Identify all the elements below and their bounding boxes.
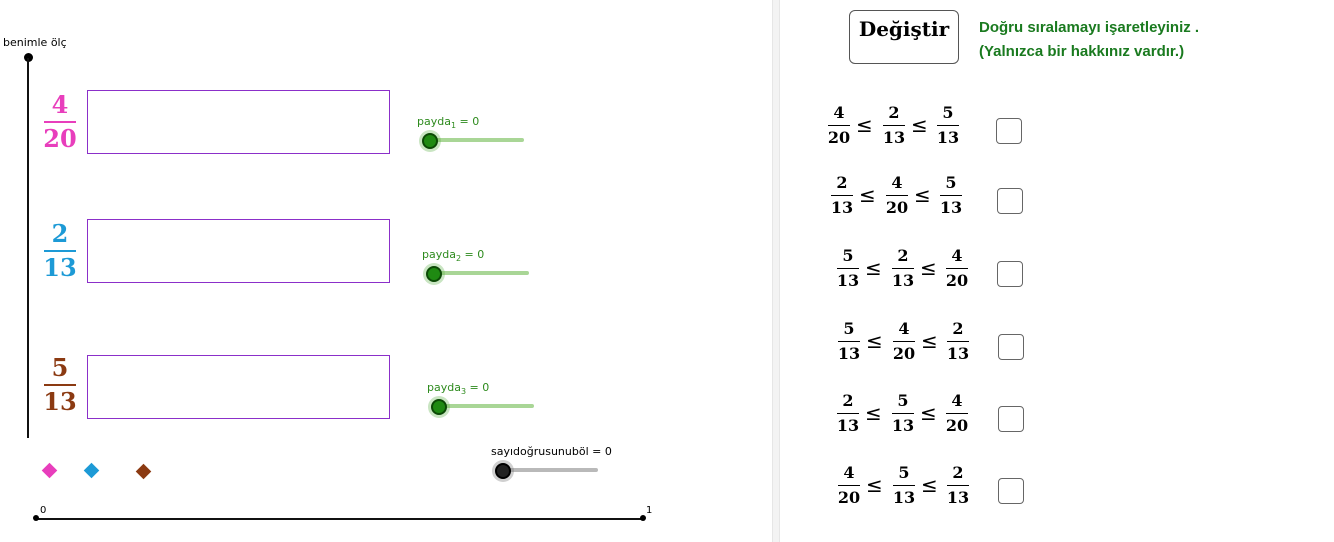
fraction-3-numerator: 5 — [51, 353, 69, 382]
slider-1-subscript: 1 — [450, 121, 457, 131]
option-fraction-bar — [947, 341, 969, 342]
fraction-3-denominator: 13 — [43, 387, 77, 416]
option-fraction — [829, 174, 855, 217]
option-fraction-denominator: 13 — [836, 416, 860, 435]
option-fraction-denominator: 13 — [936, 128, 960, 147]
slider-1-knob[interactable] — [422, 133, 438, 149]
less-equal-sign: ≤ — [921, 329, 938, 353]
option-fraction-numerator: 5 — [898, 463, 910, 482]
less-equal-sign: ≤ — [921, 473, 938, 497]
option-fraction-denominator: 13 — [891, 416, 915, 435]
option-fraction — [835, 247, 861, 290]
option-fraction-denominator: 20 — [945, 416, 969, 435]
option-fraction-numerator: 5 — [843, 319, 855, 338]
option-fraction-numerator: 2 — [952, 463, 964, 482]
option-fraction — [881, 104, 907, 147]
less-equal-sign: ≤ — [859, 183, 876, 207]
option-fraction-numerator: 2 — [842, 391, 854, 410]
option-fraction — [945, 320, 971, 363]
fraction-3-bar — [44, 384, 76, 386]
option-fraction-denominator: 20 — [945, 271, 969, 290]
option-fraction-denominator: 13 — [891, 271, 915, 290]
slider-1-track[interactable] — [429, 138, 524, 142]
instruction-line-1: Doğru sıralamayı işaretleyiniz . — [979, 19, 1200, 36]
option-fraction-numerator: 4 — [891, 173, 903, 192]
slider-3-value: = 0 — [466, 381, 490, 394]
less-equal-sign: ≤ — [866, 329, 883, 353]
split-slider-knob[interactable] — [495, 463, 511, 479]
option-fraction — [938, 174, 964, 217]
slider-3-subscript: 3 — [460, 387, 467, 397]
fraction-2-bar — [44, 250, 76, 252]
option-fraction-numerator: 2 — [952, 319, 964, 338]
option-fraction-denominator: 13 — [837, 344, 861, 363]
option-fraction-bar — [838, 485, 860, 486]
option-fraction-bar — [946, 413, 968, 414]
slider-3-label — [427, 381, 489, 396]
option-fraction — [891, 464, 917, 507]
option-checkbox[interactable] — [998, 478, 1024, 504]
option-checkbox[interactable] — [997, 188, 1023, 214]
vertical-axis — [27, 58, 29, 438]
option-fraction-denominator: 13 — [946, 344, 970, 363]
measure-label: benimle ölç — [3, 36, 67, 49]
option-fraction-numerator: 5 — [942, 103, 954, 122]
number-line-end-point — [640, 515, 646, 521]
option-fraction-bar — [886, 195, 908, 196]
option-fraction-numerator: 4 — [898, 319, 910, 338]
slider-2-label — [422, 248, 484, 263]
option-fraction-bar — [893, 485, 915, 486]
option-fraction-bar — [883, 125, 905, 126]
fraction-1 — [40, 91, 80, 153]
less-equal-sign: ≤ — [911, 113, 928, 137]
option-fraction-denominator: 13 — [882, 128, 906, 147]
fraction-3-bar-box — [87, 355, 390, 419]
option-fraction-denominator: 13 — [836, 271, 860, 290]
option-fraction-numerator: 4 — [843, 463, 855, 482]
slider-2-knob[interactable] — [426, 266, 442, 282]
option-fraction-denominator: 20 — [885, 198, 909, 217]
option-fraction-denominator: 20 — [827, 128, 851, 147]
option-fraction — [890, 392, 916, 435]
option-fraction-bar — [892, 413, 914, 414]
option-fraction-bar — [892, 268, 914, 269]
fraction-1-numerator: 4 — [51, 90, 69, 119]
less-equal-sign: ≤ — [865, 256, 882, 280]
option-fraction-numerator: 5 — [897, 391, 909, 410]
option-checkbox[interactable] — [996, 118, 1022, 144]
brown-diamond-icon[interactable] — [136, 464, 152, 480]
fraction-1-bar — [44, 121, 76, 123]
option-fraction-bar — [893, 341, 915, 342]
change-button-label: Değiştir — [858, 17, 950, 41]
fraction-2-bar-box — [87, 219, 390, 283]
fraction-1-bar-box — [87, 90, 390, 154]
slider-1-value: = 0 — [456, 115, 480, 128]
number-line — [36, 518, 644, 520]
option-fraction — [836, 320, 862, 363]
panel-divider[interactable] — [772, 0, 780, 542]
option-fraction-bar — [828, 125, 850, 126]
pink-diamond-icon[interactable] — [42, 463, 58, 479]
less-equal-sign: ≤ — [866, 473, 883, 497]
option-fraction-numerator: 2 — [888, 103, 900, 122]
axis-end-label: 1 — [646, 505, 653, 516]
option-fraction-numerator: 5 — [842, 246, 854, 265]
slider-3-name: payda — [427, 381, 461, 394]
option-fraction-numerator: 5 — [945, 173, 957, 192]
less-equal-sign: ≤ — [914, 183, 931, 207]
split-slider-label: sayıdoğrusunuböl = 0 — [491, 445, 612, 458]
fraction-2-numerator: 2 — [51, 219, 69, 248]
option-fraction — [890, 247, 916, 290]
slider-3-knob[interactable] — [431, 399, 447, 415]
option-fraction — [891, 320, 917, 363]
option-fraction-bar — [837, 268, 859, 269]
option-fraction — [826, 104, 852, 147]
less-equal-sign: ≤ — [856, 113, 873, 137]
option-fraction-numerator: 2 — [897, 246, 909, 265]
option-checkbox[interactable] — [997, 261, 1023, 287]
option-fraction — [884, 174, 910, 217]
option-fraction-bar — [838, 341, 860, 342]
option-fraction-denominator: 13 — [830, 198, 854, 217]
fraction-2 — [40, 220, 80, 282]
option-fraction-denominator: 13 — [946, 488, 970, 507]
option-fraction — [944, 392, 970, 435]
option-fraction-bar — [937, 125, 959, 126]
option-fraction-numerator: 4 — [833, 103, 845, 122]
less-equal-sign: ≤ — [920, 256, 937, 280]
slider-2-name: payda — [422, 248, 456, 261]
slider-2-track[interactable] — [433, 271, 529, 275]
slider-1-name: payda — [417, 115, 451, 128]
less-equal-sign: ≤ — [920, 401, 937, 425]
change-button[interactable] — [849, 10, 959, 64]
blue-diamond-icon[interactable] — [84, 463, 100, 479]
option-fraction-bar — [947, 485, 969, 486]
option-fraction-numerator: 4 — [951, 246, 963, 265]
fraction-2-denominator: 13 — [43, 253, 77, 282]
split-slider-track[interactable] — [502, 468, 598, 472]
option-fraction — [836, 464, 862, 507]
option-fraction-denominator: 13 — [892, 488, 916, 507]
option-fraction-bar — [940, 195, 962, 196]
option-fraction — [944, 247, 970, 290]
option-fraction-numerator: 4 — [951, 391, 963, 410]
axis-start-label: 0 — [40, 505, 47, 516]
option-fraction — [945, 464, 971, 507]
number-line-start-point — [33, 515, 39, 521]
option-fraction-numerator: 2 — [836, 173, 848, 192]
option-fraction-bar — [837, 413, 859, 414]
option-checkbox[interactable] — [998, 406, 1024, 432]
slider-2-subscript: 2 — [455, 254, 462, 264]
slider-2-value: = 0 — [461, 248, 485, 261]
option-fraction — [835, 392, 861, 435]
option-fraction-denominator: 13 — [939, 198, 963, 217]
slider-3-track[interactable] — [438, 404, 534, 408]
fraction-3 — [40, 354, 80, 416]
slider-1-label — [417, 115, 479, 130]
instruction-line-2: (Yalnızca bir hakkınız vardır.) — [979, 43, 1185, 60]
option-fraction-denominator: 20 — [892, 344, 916, 363]
less-equal-sign: ≤ — [865, 401, 882, 425]
option-fraction-denominator: 20 — [837, 488, 861, 507]
option-fraction-bar — [831, 195, 853, 196]
option-fraction — [935, 104, 961, 147]
fraction-1-denominator: 20 — [43, 124, 77, 153]
option-checkbox[interactable] — [998, 334, 1024, 360]
option-fraction-bar — [946, 268, 968, 269]
